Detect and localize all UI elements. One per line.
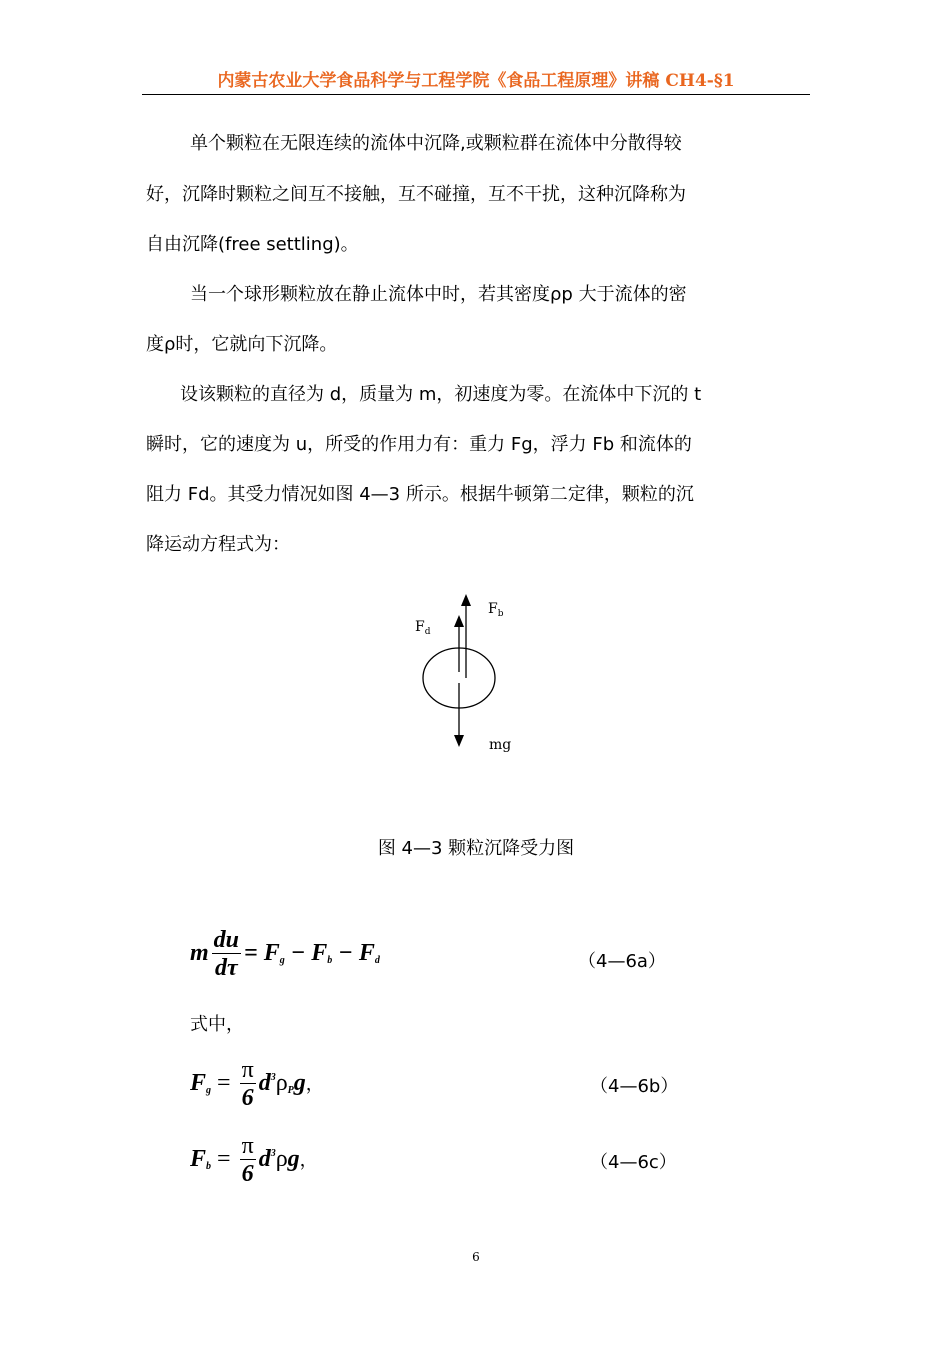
eq-rho: ρ (275, 1070, 288, 1097)
eq-term: = F (244, 940, 280, 967)
eq-subscript: P (287, 1085, 294, 1097)
paragraph-line: 自由沉降(free settling)。 (146, 234, 359, 255)
eq-subscript: b (327, 955, 333, 967)
force-diagram (404, 588, 534, 763)
paragraph-line: 阻力 Fd。其受力情况如图 4—3 所示。根据牛顿第二定律，颗粒的沉 (146, 484, 694, 505)
eq-numerator: du (213, 927, 240, 953)
where-label: 式中， (190, 1014, 244, 1035)
eq-denominator: 6 (241, 1161, 254, 1187)
eq-term: d (258, 1146, 271, 1173)
eq-subscript: b (206, 1161, 212, 1173)
equation-4-6b (190, 1057, 324, 1112)
eq-rho: ρ (275, 1146, 288, 1173)
paragraph-line: 好，沉降时颗粒之间互不接触，互不碰撞，互不干扰，这种沉降称为 (146, 184, 686, 205)
label-fb: $F_b$ (488, 601, 504, 619)
gravity-arrowhead (454, 735, 464, 747)
buoyancy-arrowhead (461, 594, 471, 606)
eq-term: − F (284, 940, 328, 967)
eq-equals: = (211, 1070, 237, 1097)
eq-term: F (190, 1070, 207, 1097)
drag-arrowhead (454, 615, 464, 627)
eq-mass: m (190, 940, 209, 967)
paragraph-line: 瞬时，它的速度为 u，所受的作用力有：重力 Fg，浮力 Fb 和流体的 (146, 434, 692, 455)
paragraph-line: 当一个球形颗粒放在静止流体中时，若其密度ρp 大于流体的密 (190, 284, 687, 305)
paragraph-line: 度ρ时，它就向下沉降。 (146, 334, 338, 355)
eq-term: g (293, 1070, 306, 1097)
eq-term: − F (332, 940, 375, 967)
header-rule (142, 94, 810, 95)
equation-4-6c (190, 1133, 318, 1188)
paragraph-line: 单个颗粒在无限连续的流体中沉降,或颗粒群在流体中分散得较 (190, 133, 682, 154)
paragraph-line: 降运动方程式为： (146, 534, 290, 555)
eq-superscript: 3 (270, 1148, 276, 1160)
eq-numerator: π (241, 1057, 254, 1083)
figure-caption: 图 4—3 颗粒沉降受力图 (377, 838, 575, 859)
equation-number: （4—6b） (590, 1076, 679, 1097)
eq-comma: ， (299, 1150, 318, 1171)
equation-4-6a (190, 927, 380, 982)
eq-term: F (190, 1146, 207, 1173)
eq-superscript: 3 (270, 1072, 276, 1084)
label-fd: $F_d$ (415, 619, 431, 637)
page-header: 内蒙古农业大学食品科学与工程学院《食品工程原理》讲稿 CH4-§1 (217, 71, 735, 91)
eq-fraction (240, 1057, 256, 1112)
eq-equals: = (211, 1146, 237, 1173)
eq-term: g (287, 1146, 300, 1173)
eq-fraction (240, 1133, 256, 1188)
equation-number: （4—6c） (590, 1152, 677, 1173)
page-number: 6 (472, 1250, 480, 1264)
eq-term: d (258, 1070, 271, 1097)
eq-denominator: dτ (215, 955, 238, 981)
paragraph-line: 设该颗粒的直径为 d，质量为 m，初速度为零。在流体中下沉的 t (180, 384, 702, 405)
eq-subscript: d (374, 955, 380, 967)
eq-subscript: g (279, 955, 285, 967)
eq-comma: ， (305, 1074, 324, 1095)
eq-numerator: π (241, 1133, 254, 1159)
equation-number: （4—6a） (578, 951, 666, 972)
eq-derivative (212, 927, 241, 982)
eq-subscript: g (206, 1085, 212, 1097)
eq-denominator: 6 (241, 1085, 254, 1111)
label-mg: mg (489, 737, 512, 753)
